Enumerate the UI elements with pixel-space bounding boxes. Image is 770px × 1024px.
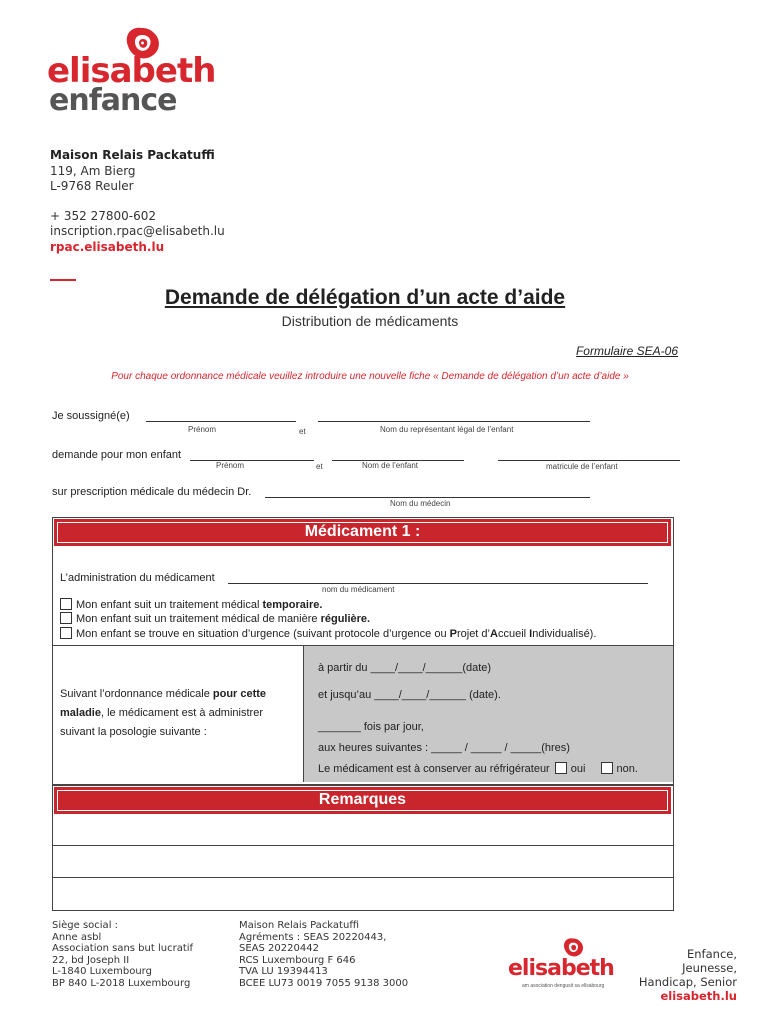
remarques-line-1[interactable]	[52, 845, 673, 846]
option-urgence[interactable]: Mon enfant se trouve en situation d’urgence (suivant protocole d’urgence ou Projet d’Accueil Individualisé).	[60, 627, 596, 640]
option-temporaire[interactable]: Mon enfant suit un traitement médical temporaire.	[60, 598, 322, 611]
remarques-header-label: Remarques	[318, 791, 407, 808]
form-code: Formulaire SEA-06	[575, 344, 678, 358]
date-fin-field[interactable]: et jusqu’au ____/____/______ (date).	[318, 689, 501, 701]
red-accent-line	[50, 279, 76, 281]
label-nom-medecin: Nom du médecin	[390, 499, 451, 508]
footer-logo-tagline: am asociation dengusit sa ellsabourg	[522, 983, 605, 989]
footer-tagline: Enfance, Jeunesse, Handicap, Senior elisabeth.lu	[629, 947, 737, 1003]
footer-agrements: Maison Relais Packatuffi Agréments : SEAS 20220443, SEAS 20220442 RCS Luxembourg F 646 TVA LU 19394413 BCEE LU73 0019 7055 9138 3000	[239, 920, 409, 989]
label-administration: L’administration du médicament	[60, 572, 215, 584]
refrigerateur-row: Le médicament est à conserver au réfrigérateur oui non.	[318, 763, 638, 775]
nom-medecin-input[interactable]	[265, 497, 590, 498]
prenom-enfant-input[interactable]	[190, 460, 314, 461]
medicament-header-label: Médicament 1 :	[304, 523, 421, 540]
label-matricule: matricule de l’enfant	[546, 462, 618, 471]
checkbox-oui[interactable]	[555, 762, 567, 774]
option-reguliere[interactable]: Mon enfant suit un traitement médical de manière régulière.	[60, 612, 370, 625]
posologie-left-text: Suivant l’ordonnance médicale pour cette maladie, le médicament est à administrer suivant la posologie suivante :	[60, 688, 267, 738]
label-nom-medicament: nom du médicament	[322, 585, 395, 594]
remarques-line-2[interactable]	[52, 877, 673, 878]
footer-logo-word: elisabeth	[508, 956, 614, 981]
footer-siege: Siège social : Anne asbl Association sans but lucratif 22, bd Joseph II L-1840 Luxembourg BP 840 L-2018 Luxembourg	[52, 920, 194, 989]
checkbox-temporaire[interactable]	[60, 598, 72, 610]
footer-site-link[interactable]: elisabeth.lu	[660, 989, 737, 1003]
prenom-parent-input[interactable]	[146, 421, 296, 422]
remarques-header	[54, 787, 671, 814]
label-nom-representant: Nom du représentant légal de l’enfant	[380, 425, 514, 434]
org-name: Maison Relais Packatuffi	[50, 148, 215, 162]
fois-par-jour-field[interactable]: _______ fois par jour,	[318, 721, 424, 733]
label-prenom-1: Prénom	[188, 425, 217, 434]
org-email[interactable]: inscription.rpac@elisabeth.lu	[50, 224, 225, 238]
checkbox-reguliere[interactable]	[60, 612, 72, 624]
address-block	[50, 148, 225, 255]
date-debut-field[interactable]: à partir du ____/____/______(date)	[318, 662, 492, 674]
medicament-header	[54, 519, 671, 546]
label-et-2: et	[316, 462, 323, 471]
label-prenom-2: Prénom	[216, 461, 245, 470]
heures-field[interactable]: aux heures suivantes : _____ / _____ / _____(hres)	[318, 742, 570, 754]
label-nom-enfant: Nom de l’enfant	[362, 461, 419, 470]
checkbox-non[interactable]	[601, 762, 613, 774]
org-street: 119, Am Bierg	[50, 163, 136, 178]
nom-medicament-input[interactable]	[228, 583, 648, 584]
label-et-1: et	[299, 427, 306, 436]
nom-representant-input[interactable]	[318, 421, 590, 422]
page-title: Demande de délégation d’un acte d’aide	[164, 286, 566, 309]
label-demande: demande pour mon enfant	[52, 449, 182, 461]
label-prescription: sur prescription médicale du médecin Dr.	[52, 486, 252, 498]
checkbox-urgence[interactable]	[60, 627, 72, 639]
logo-elisabeth: elisabeth	[47, 51, 216, 91]
matricule-input[interactable]	[498, 460, 680, 461]
org-city: L-9768 Reuler	[50, 179, 134, 193]
org-phone: + 352 27800-602	[50, 208, 156, 223]
logo-enfance: enfance	[49, 83, 177, 118]
page-subtitle: Distribution de médicaments	[281, 313, 459, 329]
label-soussigne: Je soussigné(e)	[52, 410, 130, 422]
instruction-text: Pour chaque ordonnance médicale veuillez introduire une nouvelle fiche « Demande de délégation d’un acte d’aide »	[111, 371, 629, 382]
org-website-link[interactable]: rpac.elisabeth.lu	[50, 239, 165, 254]
